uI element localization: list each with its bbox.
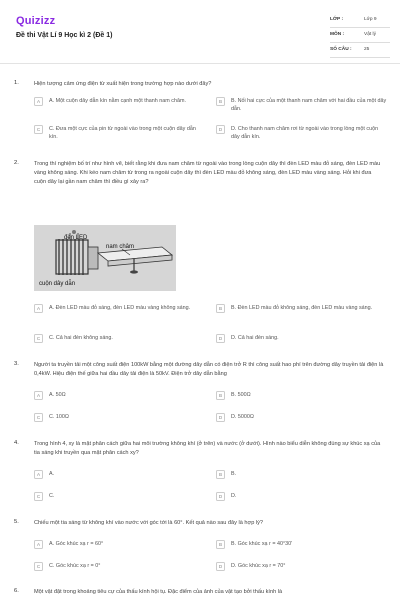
option-d[interactable] xyxy=(216,413,388,422)
option-text: B. xyxy=(231,471,237,477)
question-number: 5. xyxy=(14,519,19,525)
option-letter-box: A xyxy=(34,540,43,549)
question-number: 3. xyxy=(14,361,19,367)
coil-magnet-diagram xyxy=(34,225,176,291)
meta-label: SỐ CÂU : xyxy=(330,46,352,52)
meta-row-subject xyxy=(330,28,390,43)
option-letter-box: B xyxy=(216,540,225,549)
question-text: Người ta truyền tải một công suất điện 100kW bằng một đường dây dẫn có điện trở R thì công suất hao phí trên đường dây truyền tải điện là 0,4kW. Hiệu điện thế giữa hai đầu dây tải điện là 50kV. Điện trở dây dẫn bằng xyxy=(34,362,384,377)
option-letter-box: B xyxy=(216,304,225,313)
option-letter-box: A xyxy=(34,304,43,313)
option-d[interactable] xyxy=(216,562,388,571)
option-letter-box: C xyxy=(34,413,43,422)
meta-row-class xyxy=(330,13,390,28)
option-d[interactable] xyxy=(216,492,388,501)
option-c[interactable] xyxy=(34,562,206,571)
option-letter-box: A xyxy=(34,470,43,479)
question-number: 4. xyxy=(14,440,19,446)
option-text: C. Góc khúc xạ r = 0° xyxy=(49,563,101,569)
option-a[interactable] xyxy=(34,470,206,479)
option-text: C. xyxy=(49,493,55,499)
question-number: 6. xyxy=(14,588,19,594)
option-text: A. Góc khúc xạ r = 60° xyxy=(49,541,104,547)
option-b[interactable] xyxy=(216,304,388,313)
question-number: 2. xyxy=(14,160,19,166)
option-b[interactable] xyxy=(216,540,388,549)
option-c[interactable] xyxy=(34,492,206,501)
option-c[interactable] xyxy=(34,125,206,141)
option-letter-box: A xyxy=(34,97,43,106)
option-text: A. 50Ω xyxy=(49,392,66,398)
option-c[interactable] xyxy=(34,413,206,422)
option-text: D. 5000Ω xyxy=(231,414,254,420)
meta-label: LỚP : xyxy=(330,16,344,22)
question-text: Hiện tượng cảm ứng điện từ xuất hiện trong trường hợp nào dưới đây? xyxy=(34,81,212,87)
option-c[interactable] xyxy=(34,334,206,343)
option-a[interactable] xyxy=(34,304,206,313)
option-a[interactable] xyxy=(34,97,206,106)
option-a[interactable] xyxy=(34,540,206,549)
option-letter-box: A xyxy=(34,391,43,400)
worksheet-header xyxy=(0,0,400,64)
option-letter-box: D xyxy=(216,334,225,343)
option-letter-box: D xyxy=(216,413,225,422)
option-text: B. 500Ω xyxy=(231,392,251,398)
question-text: Chiếu một tia sáng từ không khí vào nước với góc tới là 60°. Kết quả nào sau đây là hợp lý? xyxy=(34,520,264,526)
option-text: A. Đèn LED màu đỏ sáng, đèn LED màu vàng không sáng. xyxy=(49,305,191,311)
meta-row-count xyxy=(330,43,390,58)
option-text: A. Một cuộn dây dẫn kín nằm cạnh một thanh nam châm. xyxy=(49,98,186,104)
question-number: 1. xyxy=(14,80,19,86)
option-text: A. xyxy=(49,471,55,477)
option-letter-box: B xyxy=(216,391,225,400)
meta-value: Vật lý xyxy=(364,31,376,37)
option-text: C. Đưa một cực của pin từ ngoài vào trong một cuộn dây dẫn kín. xyxy=(49,126,196,140)
figure-label-led: đèn LED xyxy=(64,235,88,241)
option-text: B. Đèn LED màu đỏ không sáng, đèn LED màu vàng sáng. xyxy=(231,305,373,311)
option-letter-box: D xyxy=(216,562,225,571)
exam-title: Đề thi Vật Lí 9 Học kì 2 (Đề 1) xyxy=(16,32,113,39)
option-letter-box: C xyxy=(34,125,43,134)
option-d[interactable] xyxy=(216,125,388,141)
option-b[interactable] xyxy=(216,391,388,400)
option-letter-box: D xyxy=(216,492,225,501)
option-text: D. Cả hai đèn sáng. xyxy=(231,335,279,341)
question-text: Trong hình 4, xy là mặt phân cách giữa hai môi trường không khí (ở trên) và nước (ở dưới). Hình nào biểu diễn không đúng sự khúc xạ của tia sáng khi truyền qua mặt phân cách xy? xyxy=(34,441,381,456)
option-text: D. Góc khúc xạ r = 70° xyxy=(231,563,286,569)
option-letter-box: D xyxy=(216,125,225,134)
option-letter-box: B xyxy=(216,470,225,479)
option-d[interactable] xyxy=(216,334,388,343)
figure-label-magnet: nam châm xyxy=(106,244,135,250)
option-letter-box: C xyxy=(34,334,43,343)
option-letter-box: B xyxy=(216,97,225,106)
option-letter-box: C xyxy=(34,492,43,501)
option-text: D. xyxy=(231,493,237,499)
option-a[interactable] xyxy=(34,391,206,400)
meta-label: MÔN : xyxy=(330,31,345,37)
meta-table xyxy=(330,13,390,58)
option-letter-box: C xyxy=(34,562,43,571)
question-text: Trong thí nghiệm bố trí như hình vẽ, biết rằng khi đưa nam châm từ ngoài vào trong lòng cuộn dây thì đèn LED màu đỏ sáng, đèn LED màu vàng không sáng. Khi kéo nam châm từ trong ra ngoài cuộn dây thì đèn LED màu đỏ không sáng, đèn LED màu vàng sáng. Hỏi khi đưa cuộn dây lại gần nam châm thì điều gì xảy ra? xyxy=(34,161,381,185)
option-b[interactable] xyxy=(216,97,388,113)
option-text: B. Nối hai cực của một thanh nam châm với hai đầu của một dây dẫn. xyxy=(231,98,387,112)
figure-label-coil: cuộn dây dẫn xyxy=(39,281,76,287)
meta-value: Lớp 9 xyxy=(364,16,377,22)
question-text: Một vật đặt trong khoảng tiêu cự của thấu kính hội tụ. Đặc điểm của ảnh của vật tạo bởi thấu kính là xyxy=(34,589,283,595)
option-text: C. Cả hai đèn không sáng. xyxy=(49,335,113,341)
quizizz-logo: Quizizz xyxy=(16,15,56,27)
option-text: D. Cho thanh nam châm rơi từ ngoài vào trong lòng một cuộn dây dẫn kín. xyxy=(231,126,379,140)
experiment-figure xyxy=(34,225,176,291)
option-b[interactable] xyxy=(216,470,388,479)
meta-value: 25 xyxy=(364,46,370,52)
option-text: C. 100Ω xyxy=(49,414,69,420)
option-text: B. Góc khúc xạ r = 40°30' xyxy=(231,541,293,547)
